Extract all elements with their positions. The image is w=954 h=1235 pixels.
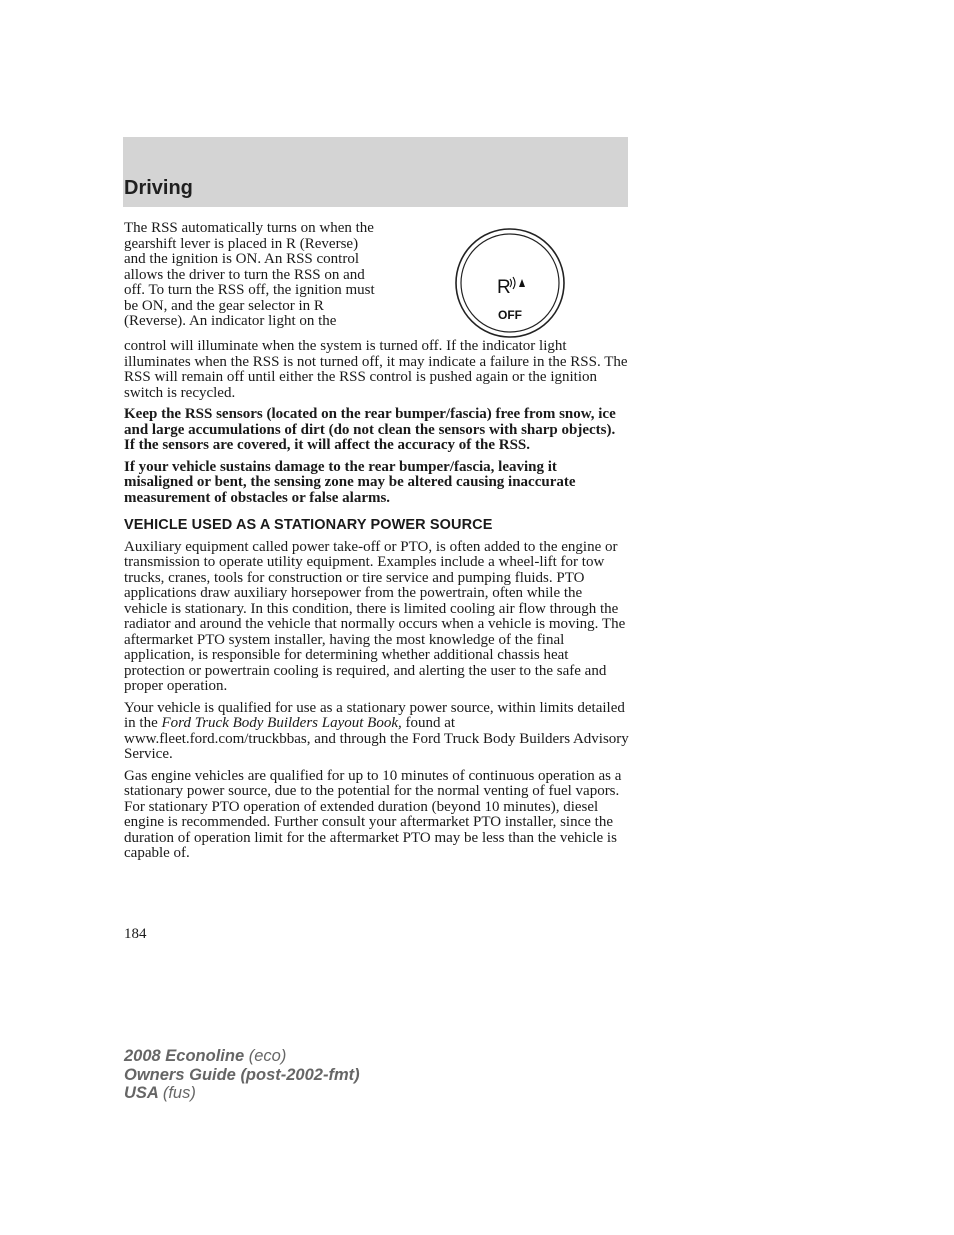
footer-market-code: (fus) <box>162 1084 196 1102</box>
pto-paragraph-3: Gas engine vehicles are qualified for up to 10 minutes of continuous operation as a stationary power source, due to the potential for the normal venting of fuel vapors. For stationary PTO operation of extended duration (beyond 10 minutes), diesel engine is recommended. Further consult your aftermarket PTO installer, since the duration of operation limit for the aftermarket PTO may be less than the vehicle is capable of. <box>124 767 622 861</box>
page-number: 184 <box>124 926 147 942</box>
rss-icon-letter: R <box>497 277 511 298</box>
rss-off-button-icon <box>454 227 566 339</box>
footer-model: 2008 Econoline <box>124 1047 245 1065</box>
intro-paragraph-wrapped: The RSS automatically turns on when the gearshift lever is placed in R (Reverse) and the ignition is ON. An RSS control allows the driver to turn the RSS on and off. To turn the RSS off, the ignition must be ON, and the gear selector in R (Reverse). An indicator light on the <box>124 221 375 329</box>
pto-paragraph-2-start: Your vehicle is qualified for use as a stationary power source, within limits detailed in the <box>124 699 625 731</box>
section-title: Driving <box>124 177 193 199</box>
footer-model-code: (eco) <box>248 1047 287 1065</box>
footer-line-3 <box>124 1084 360 1103</box>
pto-paragraph-2 <box>124 701 629 763</box>
warning-paragraph-sensors: Keep the RSS sensors (located on the rear bumper/fascia) free from snow, ice and large accumulations of dirt (do not clean the sensors with sharp objects). If the sensors are covered, it will affect the accuracy of the RSS. <box>124 406 616 453</box>
subheading-stationary-power: VEHICLE USED AS A STATIONARY POWER SOURCE <box>124 517 493 533</box>
footer-line-2 <box>124 1066 360 1085</box>
pto-paragraph-2-end: found at www.fleet.ford.com/truckbbas, and through the Ford Truck Body Builders Advisory Service. <box>124 715 629 762</box>
rss-icon-off-label: OFF <box>498 308 522 322</box>
intro-paragraph-rest: control will illuminate when the system is turned off. If the indicator light illuminates when the RSS is not turned off, it may indicate a failure in the RSS. The RSS will remain off until either the RSS control is pushed again or the ignition switch is recycled. <box>124 338 628 401</box>
pto-paragraph-1: Auxiliary equipment called power take-off or PTO, is often added to the engine or transmission to operate utility equipment. Examples include a wheel-lift for tow trucks, cranes, tools for construction or tire service and pumping fluids. PTO applications draw auxiliary horsepower from the powertrain, often while the vehicle is stationary. In this condition, there is limited cooling air flow through the radiator and around the vehicle that normally occurs when a vehicle is moving. The aftermarket PTO system installer, having the most knowledge of the final application, is responsible for determining whether additional chassis heat protection or powertrain cooling is required, and alerting the user to the safe and proper operation. <box>124 538 626 694</box>
section-header-band <box>123 137 628 207</box>
footer-guide: Owners Guide (post-2002-fmt) <box>124 1065 360 1084</box>
intro-block <box>124 221 629 339</box>
footer-doc-id <box>124 1047 360 1103</box>
page-content <box>124 221 629 868</box>
book-title: Ford Truck Body Builders Layout Book, <box>161 715 402 731</box>
footer-line-1 <box>124 1047 360 1066</box>
footer-market: USA <box>124 1084 159 1102</box>
warning-paragraph-damage: If your vehicle sustains damage to the rear bumper/fascia, leaving it misaligned or bent, the sensing zone may be altered causing inaccurate measurement of obstacles or false alarms. <box>124 458 576 506</box>
